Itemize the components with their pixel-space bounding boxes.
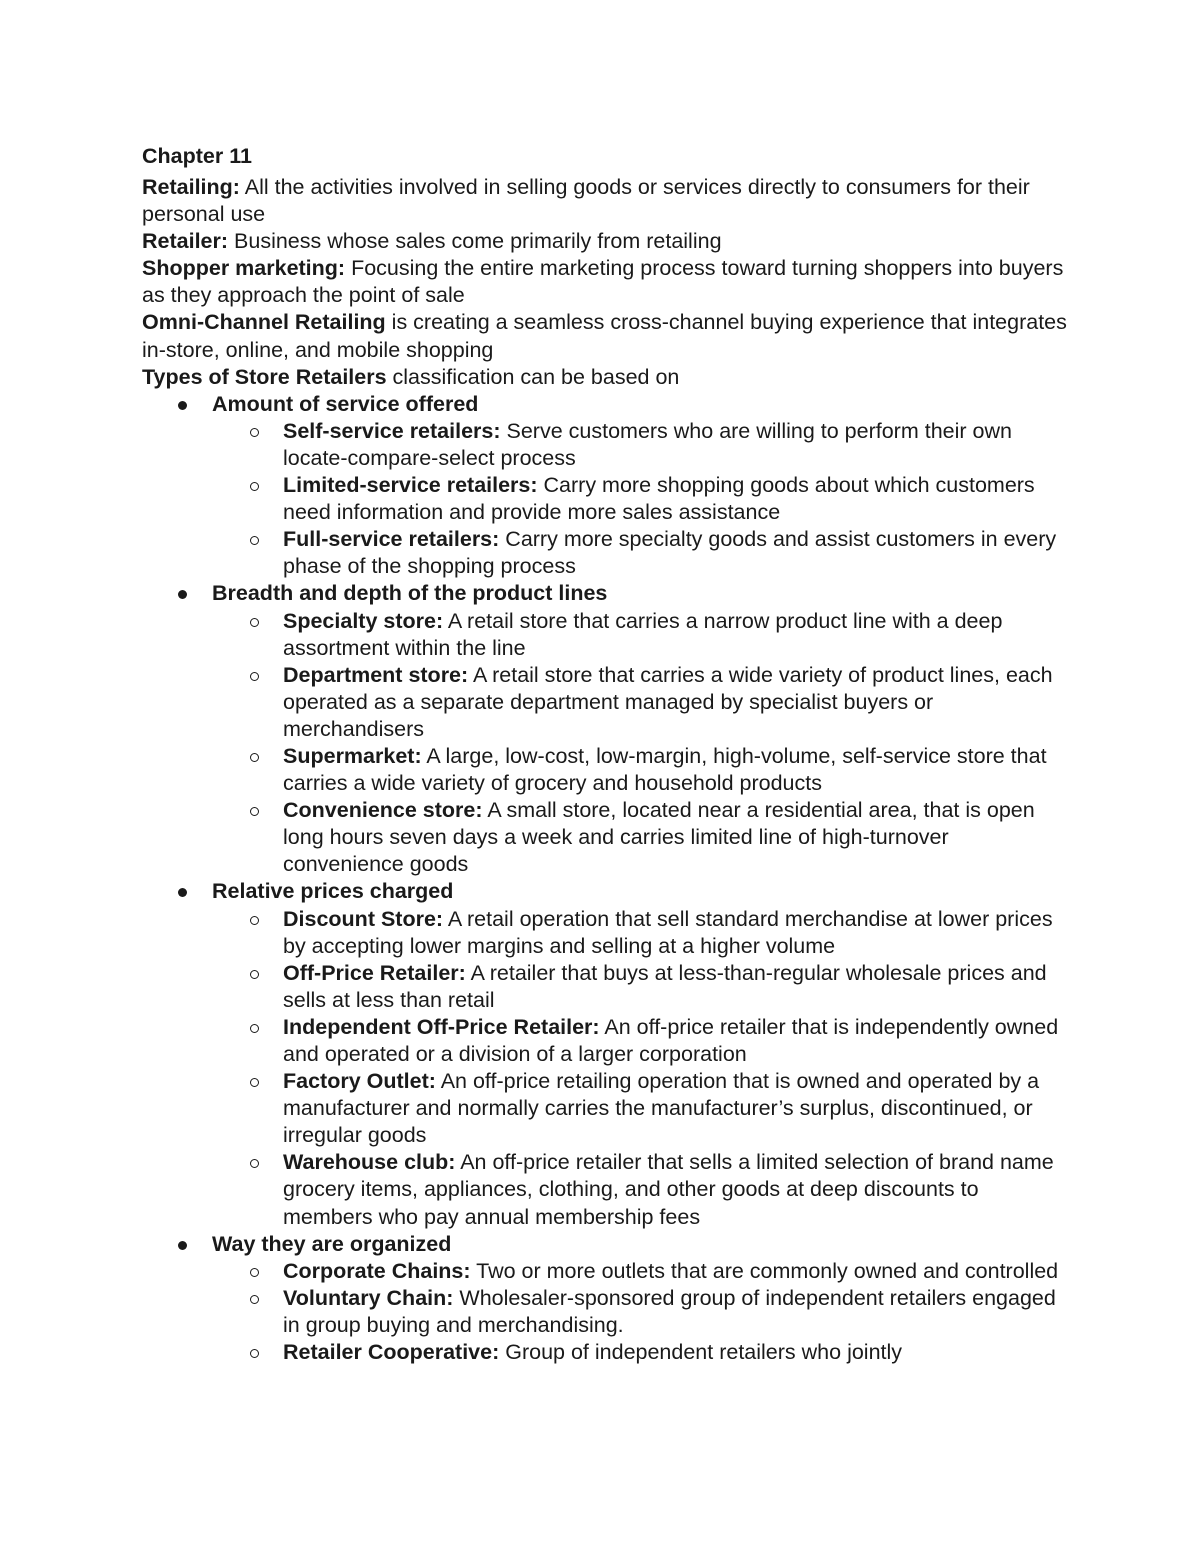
item-term: Convenience store:: [283, 798, 483, 823]
filled-bullet-icon: [178, 590, 187, 599]
item-text: A retail operation that sell standard merchandise at lower prices by accepting lower margins and selling at a higher volume: [283, 906, 1053, 958]
definition-text: classification can be based on: [386, 364, 680, 389]
definition-term: Retailer:: [142, 229, 229, 254]
category-label: Relative prices charged: [212, 879, 454, 904]
definition-types-of-store-retailers: [142, 364, 1072, 391]
list-item: [212, 526, 1072, 580]
definition-omni-channel: [142, 309, 1072, 363]
hollow-bullet-icon: [250, 916, 259, 925]
hollow-bullet-icon: [250, 1024, 259, 1033]
item-term: Discount Store:: [283, 906, 444, 931]
item-term: Department store:: [283, 662, 469, 687]
hollow-bullet-icon: [250, 1295, 259, 1304]
definition-term: Shopper marketing:: [142, 256, 346, 281]
item-text: A retailer that buys at less-than-regular wholesale prices and sells at less than retail: [283, 960, 1047, 1012]
category-item: [142, 391, 1072, 581]
item-text: An off-price retailing operation that is owned and operated by a manufacturer and normally carries the manufacturer’s surplus, discontinued, or irregular goods: [283, 1069, 1040, 1148]
list-item: [212, 960, 1072, 1014]
item-term: Full-service retailers:: [283, 527, 500, 552]
hollow-bullet-icon: [250, 753, 259, 762]
hollow-bullet-icon: [250, 536, 259, 545]
list-item: [212, 662, 1072, 743]
list-item: [212, 743, 1072, 797]
hollow-bullet-icon: [250, 970, 259, 979]
list-item: [212, 1014, 1072, 1068]
definition-text: Business whose sales come primarily from retailing: [228, 229, 722, 254]
filled-bullet-icon: [178, 888, 187, 897]
item-text: A retail store that carries a narrow product line with a deep assortment within the line: [283, 608, 1003, 660]
definition-retailer: [142, 228, 1072, 255]
list-item: [212, 472, 1072, 526]
list-item: [212, 1258, 1072, 1285]
item-term: Independent Off-Price Retailer:: [283, 1014, 600, 1039]
item-term: Off-Price Retailer:: [283, 960, 466, 985]
subitem-list: [212, 906, 1072, 1231]
item-term: Self-service retailers:: [283, 418, 501, 443]
category-list: [142, 391, 1072, 1366]
hollow-bullet-icon: [250, 1159, 259, 1168]
list-item: [212, 1068, 1072, 1149]
category-label: Way they are organized: [212, 1231, 452, 1256]
item-term: Factory Outlet:: [283, 1069, 436, 1094]
definition-retailing: [142, 174, 1072, 228]
item-text: An off-price retailer that is independently owned and operated or a division of a larger corporation: [283, 1014, 1059, 1066]
item-term: Limited-service retailers:: [283, 473, 538, 498]
item-term: Corporate Chains:: [283, 1258, 471, 1283]
definition-term: Omni-Channel Retailing: [142, 310, 386, 335]
hollow-bullet-icon: [250, 1078, 259, 1087]
category-item: [142, 878, 1072, 1230]
item-text: Group of independent retailers who jointly: [499, 1340, 903, 1365]
item-text: Carry more specialty goods and assist customers in every phase of the shopping process: [283, 527, 1057, 579]
hollow-bullet-icon: [250, 1349, 259, 1358]
list-item: [212, 608, 1072, 662]
item-term: Supermarket:: [283, 743, 422, 768]
category-label: Amount of service offered: [212, 391, 479, 416]
item-term: Warehouse club:: [283, 1150, 456, 1175]
item-term: Voluntary Chain:: [283, 1285, 454, 1310]
item-term: Specialty store:: [283, 608, 444, 633]
category-label: Breadth and depth of the product lines: [212, 581, 608, 606]
subitem-list: [212, 608, 1072, 879]
list-item: [212, 1149, 1072, 1230]
list-item: [212, 797, 1072, 878]
list-item: [212, 1339, 1072, 1366]
definition-text: is creating a seamless cross-channel buying experience that integrates in-store, online, and mobile shopping: [142, 310, 1067, 362]
hollow-bullet-icon: [250, 807, 259, 816]
document-page: [142, 142, 1072, 1366]
hollow-bullet-icon: [250, 482, 259, 491]
filled-bullet-icon: [178, 1241, 187, 1250]
subitem-list: [212, 1258, 1072, 1366]
hollow-bullet-icon: [250, 618, 259, 627]
item-text: Serve customers who are willing to perform their own locate-compare-select process: [283, 418, 1012, 470]
definition-shopper-marketing: [142, 255, 1072, 309]
item-text: Two or more outlets that are commonly owned and controlled: [470, 1258, 1059, 1283]
item-text: An off-price retailer that sells a limited selection of brand name grocery items, appliances, clothing, and other goods at deep discounts to members who pay annual membership fees: [283, 1150, 1054, 1229]
hollow-bullet-icon: [250, 1268, 259, 1277]
item-term: Retailer Cooperative:: [283, 1340, 500, 1365]
hollow-bullet-icon: [250, 428, 259, 437]
item-text: Wholesaler-sponsored group of independent retailers engaged in group buying and merchandising.: [283, 1285, 1056, 1337]
definition-text: Focusing the entire marketing process toward turning shoppers into buyers as they approach the point of sale: [142, 256, 1064, 308]
hollow-bullet-icon: [250, 672, 259, 681]
category-item: [142, 580, 1072, 878]
filled-bullet-icon: [178, 401, 187, 410]
definition-term: Retailing:: [142, 175, 240, 199]
item-text: A retail store that carries a wide variety of product lines, each operated as a separate department managed by specialist buyers or merchandisers: [283, 662, 1053, 741]
definition-text: All the activities involved in selling goods or services directly to consumers for their personal use: [142, 175, 1030, 227]
page-title: Chapter 11: [142, 144, 252, 168]
item-text: A small store, located near a residential area, that is open long hours seven days a week and carries limited line of high-turnover convenience goods: [283, 798, 1035, 877]
subitem-list: [212, 418, 1072, 581]
category-item: [142, 1231, 1072, 1366]
definition-term: Types of Store Retailers: [142, 364, 387, 389]
list-item: [212, 906, 1072, 960]
list-item: [212, 1285, 1072, 1339]
item-text: A large, low-cost, low-margin, high-volume, self-service store that carries a wide variety of grocery and household products: [283, 743, 1047, 796]
item-text: Carry more shopping goods about which customers need information and provide more sales assistance: [283, 473, 1035, 525]
list-item: [212, 418, 1072, 472]
